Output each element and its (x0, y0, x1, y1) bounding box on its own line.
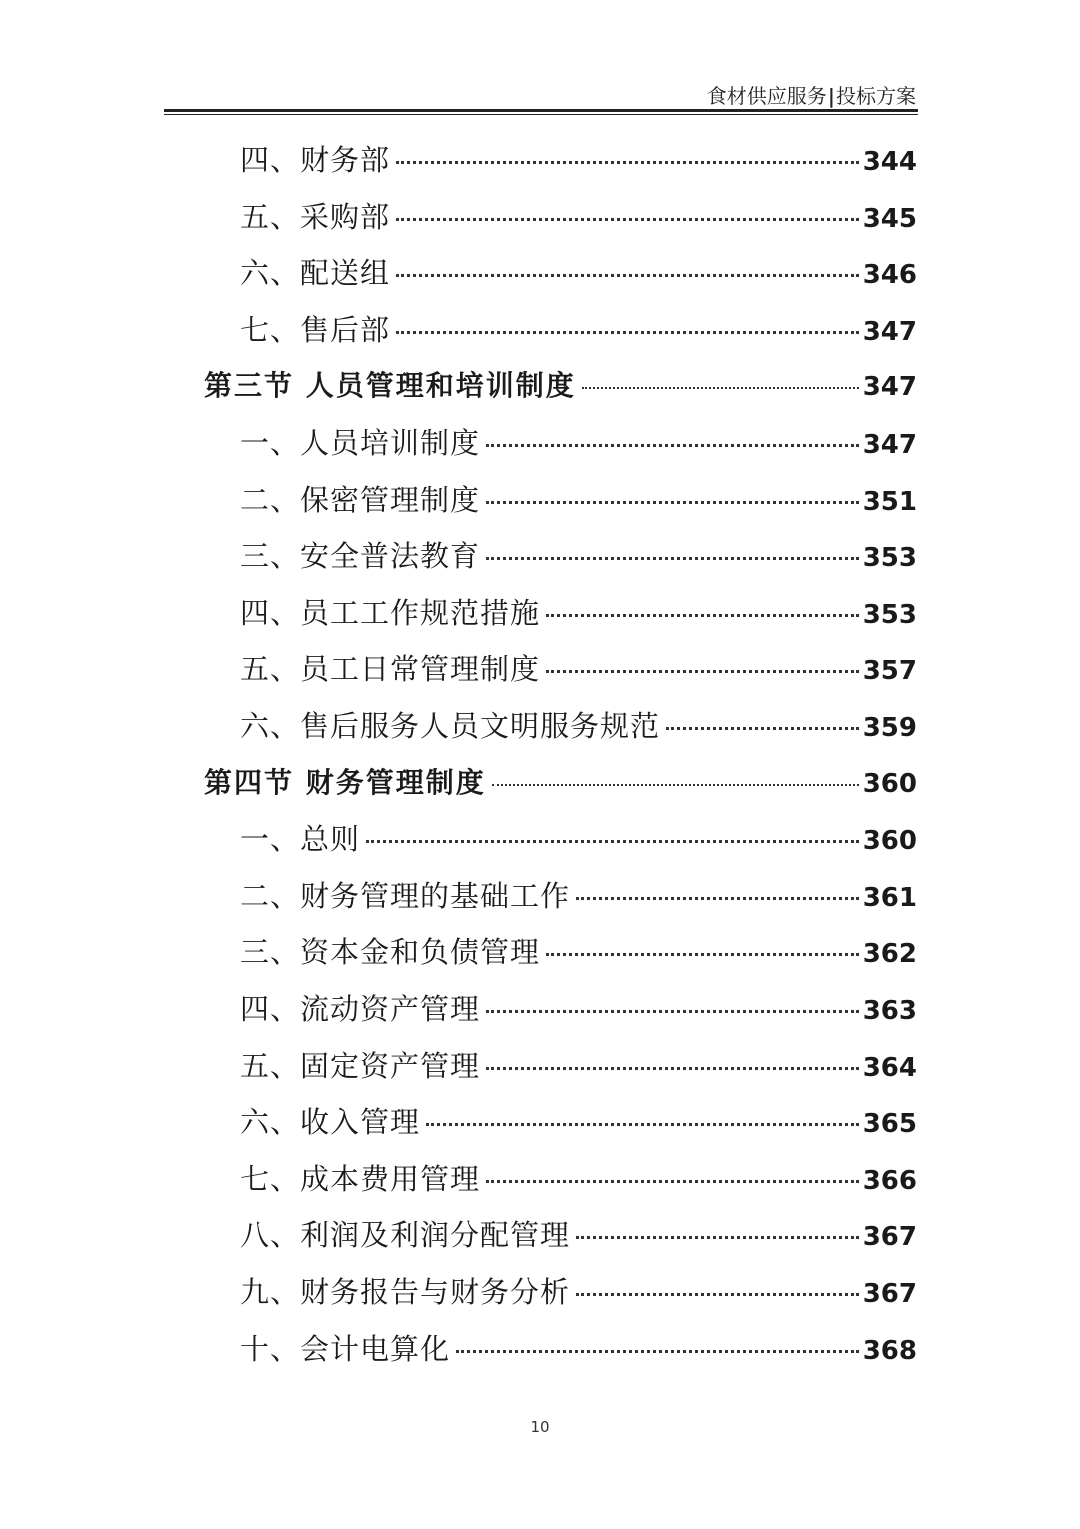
toc-dot-leader (486, 557, 859, 560)
toc-dot-leader (576, 1236, 859, 1239)
toc-entry-page: 360 (862, 826, 917, 857)
toc-entry-label: 五、采购部 (240, 199, 391, 234)
toc-entry-page: 363 (862, 996, 917, 1026)
toc-entry-label: 七、售后部 (240, 312, 391, 347)
toc-entry-page: 366 (862, 1165, 917, 1196)
toc-entry-label: 四、流动资产管理 (240, 992, 481, 1026)
toc-dot-leader (396, 161, 859, 164)
toc-entry-label: 一、总则 (240, 822, 361, 857)
toc-entry-label: 六、售后服务人员文明服务规范 (240, 709, 661, 743)
toc-dot-leader (546, 670, 859, 673)
toc-section-entry[interactable] (204, 755, 917, 811)
toc-entry-page: 367 (862, 1222, 917, 1253)
toc-entry[interactable] (240, 981, 917, 1037)
toc-entry-page: 345 (862, 203, 917, 234)
page-number: 10 (530, 1418, 550, 1436)
toc-entry[interactable] (240, 924, 917, 980)
toc-dot-leader (576, 1293, 859, 1296)
toc-entry[interactable] (240, 811, 917, 867)
toc-entry[interactable] (240, 528, 917, 584)
toc-dot-leader (486, 1010, 859, 1013)
toc-dot-leader (366, 840, 859, 843)
toc-entry[interactable] (240, 1207, 917, 1263)
toc-entry[interactable] (240, 415, 917, 471)
toc-entry-label: 八、利润及利润分配管理 (240, 1218, 571, 1253)
toc-dot-leader (426, 1123, 859, 1126)
toc-entry[interactable] (240, 1094, 917, 1150)
toc-dot-leader (666, 727, 859, 730)
toc-entry-page: 367 (862, 1279, 917, 1309)
header-separator: | (827, 84, 835, 108)
header-left-text: 食材供应服务 (706, 84, 827, 108)
toc-entry[interactable] (240, 641, 917, 697)
toc-entry-label: 三、安全普法教育 (240, 539, 481, 574)
toc-entry[interactable] (240, 1321, 917, 1377)
toc-entry[interactable] (240, 1151, 917, 1207)
toc-entry-label: 四、财务部 (240, 143, 391, 177)
toc-entry-label: 三、资本金和负债管理 (240, 935, 541, 970)
toc-dot-leader (582, 387, 859, 389)
toc-entry-label: 六、收入管理 (240, 1105, 421, 1140)
toc-entry-label: 十、会计电算化 (240, 1331, 451, 1366)
toc-entry-label: 六、配送组 (240, 256, 391, 291)
header-right-text: 投标方案 (836, 84, 916, 108)
toc-entry[interactable] (240, 1038, 917, 1094)
toc-dot-leader (396, 274, 859, 277)
toc-entry[interactable] (240, 585, 917, 641)
toc-dot-leader (492, 784, 859, 786)
toc-entry-page: 368 (862, 1335, 917, 1366)
toc-entry-label: 第四节 财务管理制度 (204, 765, 486, 799)
toc-entry-page: 346 (862, 260, 917, 291)
toc-dot-leader (456, 1350, 859, 1353)
toc-entry-label: 七、成本费用管理 (240, 1161, 481, 1196)
toc-entry-label: 二、保密管理制度 (240, 482, 481, 517)
toc-entry-page: 347 (862, 316, 917, 347)
toc-entry-page: 351 (862, 486, 917, 517)
toc-entry-label: 第三节 人员管理和培训制度 (204, 369, 576, 403)
toc-entry-page: 362 (862, 939, 917, 970)
toc-entry-label: 五、固定资产管理 (240, 1048, 481, 1083)
toc-entry-page: 357 (862, 656, 917, 687)
toc-entry[interactable] (240, 472, 917, 528)
running-header (707, 80, 916, 109)
toc-entry[interactable] (240, 698, 917, 754)
toc-entry-page: 344 (862, 147, 917, 177)
toc-dot-leader (546, 953, 859, 956)
toc-dot-leader (576, 897, 859, 900)
toc-entry-page: 365 (862, 1109, 917, 1140)
toc-entry-page: 353 (862, 599, 917, 630)
toc-dot-leader (486, 1067, 859, 1070)
toc-entry-label: 二、财务管理的基础工作 (240, 878, 571, 913)
toc-entry-page: 360 (862, 768, 917, 799)
toc-entry[interactable] (240, 1264, 917, 1320)
toc-entry-page: 359 (862, 713, 917, 743)
toc-dot-leader (396, 331, 859, 334)
toc-entry-page: 361 (862, 882, 917, 913)
toc-entry[interactable] (240, 302, 917, 358)
header-rule-thin (164, 114, 918, 115)
toc-entry-page: 353 (862, 543, 917, 574)
toc-entry-page: 364 (862, 1052, 917, 1083)
toc-entry-page: 347 (862, 372, 917, 403)
toc-dot-leader (396, 218, 859, 221)
toc-entry[interactable] (240, 868, 917, 924)
toc-dot-leader (486, 501, 859, 504)
toc-entry-label: 四、员工工作规范措施 (240, 595, 541, 630)
toc-entry-label: 一、人员培训制度 (240, 426, 481, 460)
header-rule-thick (164, 109, 918, 112)
toc-entry-page: 347 (862, 430, 917, 460)
toc-dot-leader (546, 614, 859, 617)
toc-entry[interactable] (240, 189, 917, 245)
toc-entry[interactable] (240, 132, 917, 188)
toc-section-entry[interactable] (204, 358, 917, 414)
toc-dot-leader (486, 1180, 859, 1183)
toc-entry-label: 九、财务报告与财务分析 (240, 1275, 571, 1309)
toc-dot-leader (486, 444, 859, 447)
toc-entry-label: 五、员工日常管理制度 (240, 652, 541, 687)
toc-entry[interactable] (240, 245, 917, 301)
